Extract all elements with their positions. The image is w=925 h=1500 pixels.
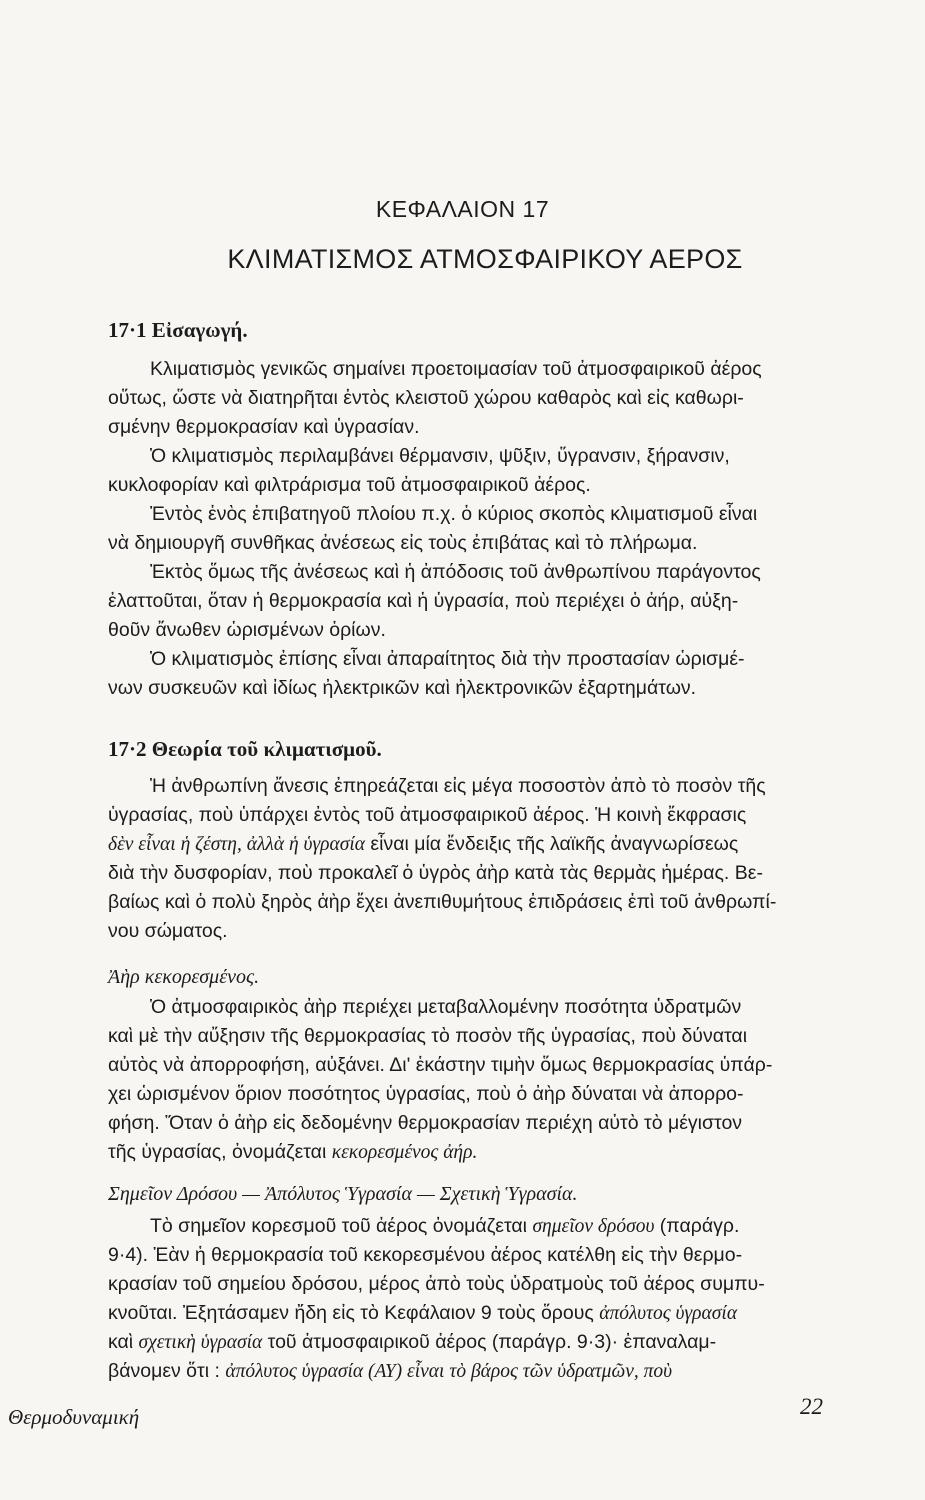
line-text: εἶναι μία ἔνδειξις τῆς λαϊκῆς ἀναγνωρίσεως <box>365 833 739 855</box>
paragraph-line <box>108 830 868 859</box>
quoted-expression: δὲν εἶναι ἡ ζέστη, ἀλλὰ ἡ ὑγρασία <box>108 834 365 855</box>
paragraph-line: βαίως καὶ ὁ πολὺ ξηρὸς ἀὴρ ἔχει ἀνεπιθυμήτους ἐπιδράσεις ἐπὶ τοῦ ἀνθρωπί- <box>108 891 777 913</box>
paragraph-line <box>108 1212 868 1241</box>
definition-absolute-humidity: ἀπόλυτος ὑγρασία (ΑΥ) εἶναι τὸ βάρος τῶν ὑδρατμῶν, ποὺ <box>225 1361 673 1382</box>
paragraph-line: ὑγρασίας, ποὺ ὑπάρχει ἐντὸς τοῦ ἀτμοσφαιρικοῦ ἀέρος. Ἡ κοινὴ ἔκφρασις <box>108 804 747 826</box>
paragraph-line: κρασίαν τοῦ σημείου δρόσου, μέρος ἀπὸ τοὺς ὑδρατμοὺς τοῦ ἀέρος συμπυ- <box>108 1273 765 1295</box>
chapter-title: ΚΛΙΜΑΤΙΣΜΟΣ ΑΤΜΟΣΦΑΙΡΙΚΟΥ ΑΕΡΟΣ <box>227 244 743 274</box>
paragraph-line: Ἡ ἀνθρωπίνη ἄνεσις ἐπηρεάζεται εἰς μέγα ποσοστὸν ἀπὸ τὸ ποσὸν τῆς <box>150 775 766 797</box>
paragraph-line <box>108 1328 868 1357</box>
book-title-footer: Θερμοδυναμική <box>8 1405 140 1429</box>
line-text: καὶ <box>108 1331 139 1353</box>
line-text: βάνομεν ὅτι : <box>108 1360 226 1382</box>
chapter-number: ΚΕΦΑΛΑΙΟΝ 17 <box>375 196 550 222</box>
dew-point-body <box>108 1212 868 1386</box>
section-heading-introduction: 17·1 Εἰσαγωγή. <box>108 318 248 342</box>
paragraph-line: αὐτὸς νὰ ἀπορροφήση, αὐξάνει. Δι' ἑκάστην τιμὴν ὅμως θερμοκρασίας ὑπάρ- <box>108 1054 773 1076</box>
paragraph-line: σμένην θερμοκρασίαν καὶ ὑγρασίαν. <box>108 416 420 438</box>
line-text: (παράγρ. <box>654 1215 740 1237</box>
saturated-air-body <box>108 993 868 1167</box>
paragraph-line: οὕτως, ὥστε νὰ διατηρῆται ἐντὸς κλειστοῦ χώρου καθαρὸς καὶ εἰς καθωρι- <box>108 387 744 409</box>
section-introduction-body <box>108 355 868 703</box>
paragraph-line: κυκλοφορίαν καὶ φιλτράρισμα τοῦ ἀτμοσφαιρικοῦ ἀέρος. <box>108 474 591 496</box>
paragraph-line: Ἐντὸς ἑνὸς ἐπιβατηγοῦ πλοίου π.χ. ὁ κύριος σκοπὸς κλιματισμοῦ εἶναι <box>150 503 758 525</box>
paragraph-line: θοῦν ἄνωθεν ὡρισμένων ὁρίων. <box>108 619 386 641</box>
subheading-dew-point: Σημεῖον Δρόσου — Ἀπόλυτος Ὑγρασία — Σχετικὴ Ὑγρασία. <box>108 1183 578 1205</box>
paragraph-line: διὰ τὴν δυσφορίαν, ποὺ προκαλεῖ ὁ ὑγρὸς ἀὴρ κατὰ τὰς θερμὰς ἡμέρας. Βε- <box>108 862 763 884</box>
term-saturated-air: κεκορεσμένος ἀήρ. <box>331 1142 478 1163</box>
paragraph-line: καὶ μὲ τὴν αὔξησιν τῆς θερμοκρασίας τὸ ποσὸν τῆς ὑγρασίας, ποὺ δύναται <box>108 1025 748 1047</box>
paragraph-line: 9·4). Ἐὰν ἡ θερμοκρασία τοῦ κεκορεσμένου ἀέρος κατέλθη εἰς τὴν θερμο- <box>108 1244 743 1266</box>
paragraph-line: Ὁ κλιματισμὸς περιλαμβάνει θέρμανσιν, ψῦξιν, ὕγρανσιν, ξήρανσιν, <box>150 445 730 467</box>
paragraph-line: φήση. Ὅταν ὁ ἀὴρ εἰς δεδομένην θερμοκρασίαν περιέχη αὐτὸ τὸ μέγιστον <box>108 1112 743 1134</box>
line-text: κνοῦται. Ἐξητάσαμεν ἤδη εἰς τὸ Κεφάλαιον 9 τοὺς ὅρους <box>108 1302 600 1324</box>
paragraph-line <box>108 1357 868 1386</box>
line-text: τοῦ ἀτμοσφαιρικοῦ ἀέρος (παράγρ. 9·3)· ἐπαναλαμ- <box>262 1331 717 1353</box>
term-dew-point: σημεῖον δρόσου <box>532 1216 655 1237</box>
line-text: τῆς ὑγρασίας, ὀνομάζεται <box>108 1141 332 1163</box>
term-absolute-humidity: ἀπόλυτος ὑγρασία <box>599 1303 738 1324</box>
paragraph-line: χει ὡρισμένον ὅριον ποσότητος ὑγρασίας, ποὺ ὁ ἀὴρ δύναται νὰ ἀπορρο- <box>108 1083 744 1105</box>
paragraph-line: Ὁ κλιματισμὸς ἐπίσης εἶναι ἀπαραίτητος διὰ τὴν προστασίαν ὡρισμέ- <box>150 648 745 670</box>
paragraph-line: νου σώματος. <box>108 920 228 942</box>
term-relative-humidity: σχετικὴ ὑγρασία <box>138 1332 263 1353</box>
paragraph-line: Κλιματισμὸς γενικῶς σημαίνει προετοιμασίαν τοῦ ἀτμοσφαιρικοῦ ἀέρος <box>150 358 762 380</box>
paragraph-line: νων συσκευῶν καὶ ἰδίως ἠλεκτρικῶν καὶ ἠλεκτρονικῶν ἐξαρτημάτων. <box>108 677 697 699</box>
section-theory-body <box>108 772 868 946</box>
paragraph-line: ἐλαττοῦται, ὅταν ἡ θερμοκρασία καὶ ἡ ὑγρασία, ποὺ περιέχει ὁ ἀήρ, αὐξη- <box>108 590 739 612</box>
paragraph-line: Ὁ ἀτμοσφαιρικὸς ἀὴρ περιέχει μεταβαλλομένην ποσότητα ὑδρατμῶν <box>150 996 742 1018</box>
paragraph-line <box>108 1138 868 1167</box>
paragraph-line <box>108 1299 868 1328</box>
paragraph-line: νὰ δημιουργῆ συνθῆκας ἀνέσεως εἰς τοὺς ἐπιβάτας καὶ τὸ πλήρωμα. <box>108 532 698 554</box>
subheading-saturated-air: Ἀὴρ κεκορεσμένος. <box>108 966 260 988</box>
line-text: Τὸ σημεῖον κορεσμοῦ τοῦ ἀέρος ὀνομάζεται <box>150 1215 533 1237</box>
page-number: 22 <box>800 1394 823 1419</box>
section-heading-theory: 17·2 Θεωρία τοῦ κλιματισμοῦ. <box>108 737 382 761</box>
paragraph-line: Ἐκτὸς ὅμως τῆς ἀνέσεως καὶ ἡ ἀπόδοσις τοῦ ἀνθρωπίνου παράγοντος <box>150 561 761 583</box>
